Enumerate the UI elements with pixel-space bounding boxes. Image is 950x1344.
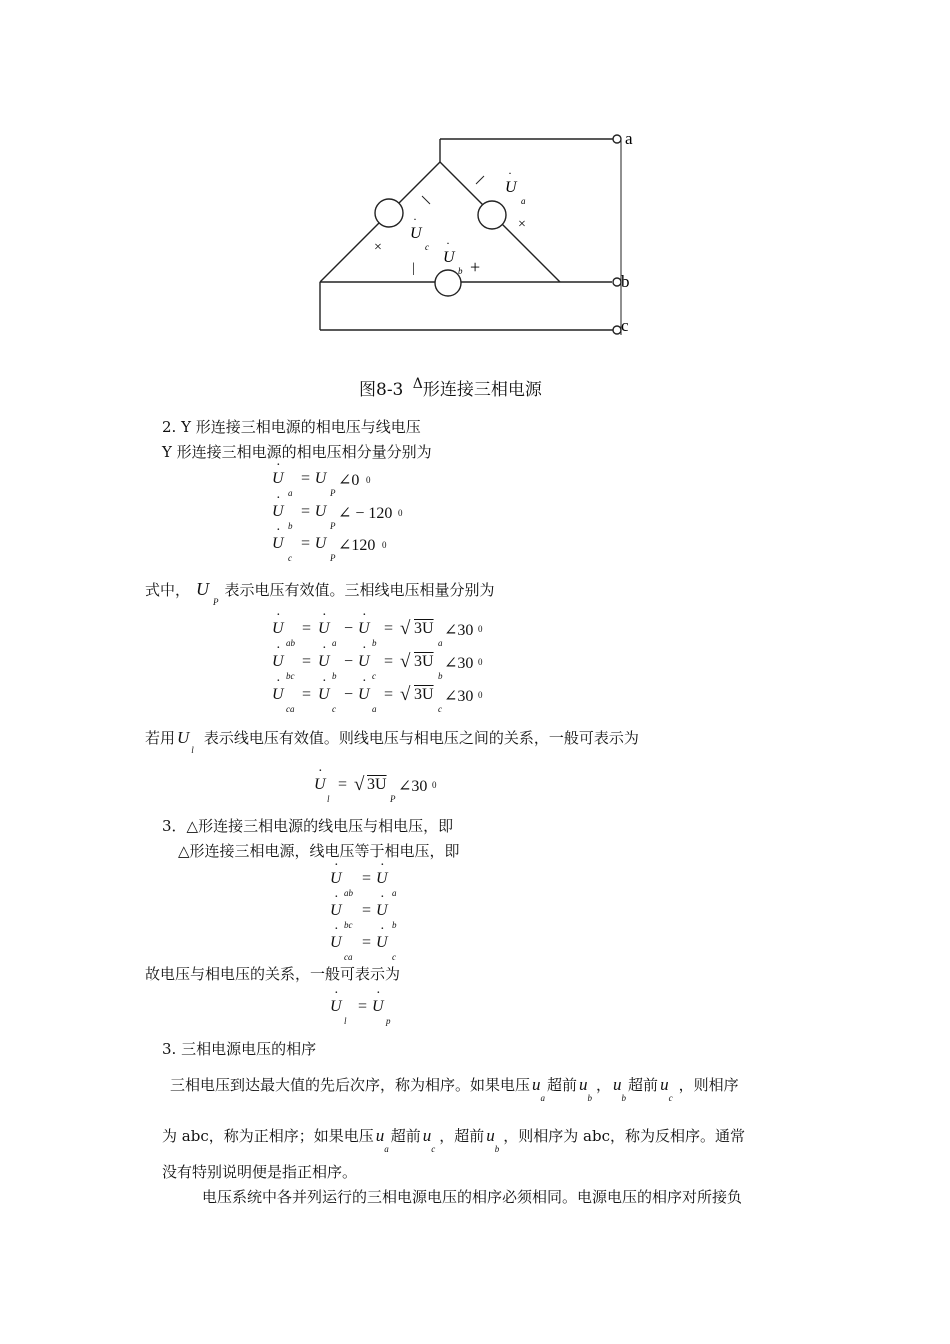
eq-ua-sub: a [288,488,293,498]
up-text-a: 式中， [145,581,191,599]
dq-ab-rdot: · [380,858,385,873]
terminal-b [613,278,621,286]
eq-uca-a: U [318,686,330,703]
eq-uc-sub: c [288,553,292,563]
section-y-heading: 2. Y 形连接三相电源的相电压与线电压 [162,418,421,436]
eq-uab-deg: 0 [478,624,483,634]
eq-uca-l: U [272,686,284,703]
p2-s3: b [494,1144,500,1154]
label-ub-dot: · [446,236,450,250]
line-equations [272,608,512,718]
eq-uab-b: U [358,620,370,637]
p2-s2: c [431,1144,436,1154]
dq-ab-ls: ab [344,888,353,898]
dq-ca-ls: ca [344,952,353,962]
minus-mark-c [422,196,430,204]
p2-s1: a [384,1144,389,1154]
dq-ab-rs: a [392,888,397,898]
eq-uca-sqrt: √ [400,684,411,705]
gy-ldot: · [318,764,323,779]
eq-uca-eq2: = [384,686,394,703]
eq-ub-rsub: P [330,521,336,531]
ul-text-b: 表示线电压有效值。则线电压与相电压之间的关系，一般可表示为 [203,729,639,747]
dq-bc-rdot: · [380,890,385,905]
eq-uab-ls: ab [286,638,295,648]
eq-uca-b: U [358,686,370,703]
eq-uab-eq1: = [302,620,312,637]
label-uc-dot: · [413,212,417,226]
eq-uc-lhs: U [272,535,284,552]
label-ub: U [443,249,455,266]
eq-ubc-as: b [332,671,337,681]
general-y-equation [314,764,464,804]
gy-ang: ∠30 [398,778,428,795]
eq-uab-cs: a [438,638,443,648]
dq-ab-r: U [376,870,388,887]
p2-text-b: 超前 [390,1127,421,1145]
dq-ca-l: U [330,934,342,951]
eq-uca-ldot: · [276,674,281,689]
eq-ua-deg: 0 [366,475,371,485]
gy-ls: l [327,794,330,804]
eq-ubc-a: U [318,653,330,670]
dq-ab-ldot: · [334,858,339,873]
eq-ua-angle: ∠0 [338,472,360,489]
eq-ubc-bs: c [372,671,376,681]
plus-mark-b: + [470,257,481,277]
label-ub-sub: b [458,266,463,276]
cross-mark-c: × [374,240,382,255]
p2-u1: u [375,1126,385,1145]
ul-explanation [145,729,639,755]
terminal-c [613,326,621,334]
eq-ub-angle: ∠ − 120 [338,505,393,522]
seq-paragraph-line1 [170,1076,739,1106]
eq-ub-rhs: = U [300,503,327,520]
p1-u1: u [532,1075,541,1094]
dq-bc-ls: bc [344,920,353,930]
label-ua-dot: · [508,166,512,180]
eq-uab-l: U [272,620,284,637]
eq-ubc-b: U [358,653,370,670]
p1-text-b: 超前 [547,1076,578,1094]
eq-uca-bs: a [372,704,377,714]
p1-s4: c [668,1093,673,1103]
eq-uab-minus: − [344,620,354,637]
gd-l: U [330,998,342,1015]
p1-u2: u [579,1075,588,1094]
p2-text-a: 为 abc，称为正相序；如果电压 [162,1127,374,1145]
eq-ubc-sqrt: √ [400,651,411,672]
figure-caption [359,375,542,400]
eq-ubc-c: 3U [414,653,434,670]
gy-eq: = [338,776,348,793]
terminal-a [613,135,621,143]
ul-text-a: 若用 [145,729,176,747]
cross-mark-a: × [518,217,526,232]
gd-rs: p [386,1016,391,1026]
label-b: b [621,272,630,291]
label-ua: U [505,179,517,196]
label-ua-sub: a [521,196,526,206]
eq-ua-rsub: P [330,488,336,498]
eq-uab-as: a [332,638,337,648]
eq-ub-dot: · [276,491,281,506]
eq-ubc-minus: − [344,653,354,670]
eq-ub-lhs: U [272,503,284,520]
eq-uab-ang: ∠30 [444,622,474,639]
eq-uc-dot: · [276,523,281,538]
p1-s2: b [587,1093,593,1103]
caption-text: 形连接三相电源 [422,380,542,400]
dq-ca-r: U [376,934,388,951]
p1-u3: u [613,1075,622,1094]
gy-rs: P [390,794,396,804]
gy-deg: 0 [432,780,437,790]
eq-uc-angle: ∠120 [338,537,376,554]
seq-paragraph-line4: 电压系统中各并列运行的三相电源电压的相序必须相同。电源电压的相序对所接负 [202,1188,743,1206]
dq-bc-ldot: · [334,890,339,905]
up-text-b: 表示电压有效值。三相线电压相量分别为 [224,581,495,599]
section-delta-heading: 3．△形连接三相电源的线电压与相电压，即 [162,817,454,835]
eq-uca-deg: 0 [478,690,483,700]
section-delta-intro: △形连接三相电源，线电压等于相电压，即 [178,842,460,860]
eq-uab-sqrt: √ [400,618,411,639]
gd-ls: l [344,1016,347,1026]
p2-text-d: ，则相序为 abc，称为反相序。通常 [503,1127,745,1145]
eq-uca-bdot: · [362,674,367,689]
eq-uca-minus: − [344,686,354,703]
gd-eq: = [358,998,368,1015]
dq-ca-ldot: · [334,922,339,937]
up-symbol: U [196,579,210,599]
gd-rdot: · [376,986,381,1001]
gd-r: U [372,998,384,1015]
gy-r: 3U [367,776,387,793]
delta-equations [330,858,430,964]
minus-mark-b: | [412,261,415,276]
p1-s3: b [621,1093,627,1103]
p2-u2: u [422,1126,432,1145]
eq-ubc-deg: 0 [478,657,483,667]
delta-relation-text: 故电压与相电压的关系，一般可表示为 [145,965,401,983]
source-c-circle [375,199,403,227]
p1-text-a: 三相电压到达最大值的先后次序，称为相序。如果电压 [170,1076,531,1094]
eq-uca-cs: c [438,704,442,714]
p1-text-c: ， [596,1076,612,1094]
dq-ca-rs: c [392,952,396,962]
minus-mark-a [476,176,484,184]
label-a: a [625,129,633,148]
eq-uc-rhs: = U [300,535,327,552]
eq-ubc-adot: · [322,641,327,656]
p2-u3: u [486,1126,495,1145]
eq-uab-a: U [318,620,330,637]
eq-ub-sub: b [288,521,293,531]
eq-ubc-eq2: = [384,653,394,670]
dq-bc-rs: b [392,920,397,930]
up-sub: P [213,597,219,607]
p1-text-e: ，则相序 [678,1076,739,1094]
eq-uab-bdot: · [362,608,367,623]
eq-ub-deg: 0 [398,508,403,518]
phase-equations [272,458,472,563]
eq-ubc-cs: b [438,671,443,681]
eq-uca-ang: ∠30 [444,688,474,705]
eq-uca-adot: · [322,674,327,689]
seq-paragraph-line2 [162,1127,745,1157]
dq-bc-r: U [376,902,388,919]
section-y-intro: Y 形连接三相电源的相电压相分量分别为 [162,443,432,461]
eq-ubc-ang: ∠30 [444,655,474,672]
eq-ua-rhs: = U [300,470,327,487]
p1-text-d: 超前 [628,1076,659,1094]
eq-ua-lhs: U [272,470,284,487]
eq-ubc-ls: bc [286,671,295,681]
gy-l: U [314,776,326,793]
ul-symbol: U [177,728,190,747]
gd-ldot: · [334,986,339,1001]
label-uc-sub: c [425,242,429,252]
p1-u4: u [660,1075,669,1094]
general-delta-equation [330,986,430,1028]
ul-sub: l [191,745,194,755]
p1-s1: a [540,1093,546,1103]
dq-bc-l: U [330,902,342,919]
eq-uca-ls: ca [286,704,295,714]
eq-uab-bs: b [372,638,377,648]
delta-source-diagram [300,120,660,350]
eq-ua-dot: · [276,458,281,473]
eq-uca-c: 3U [414,686,434,703]
eq-uca-as: c [332,704,336,714]
eq-ubc-ldot: · [276,641,281,656]
seq-paragraph-line3: 没有特别说明便是指正相序。 [162,1163,358,1181]
up-explanation [145,580,495,606]
label-uc: U [410,225,422,242]
caption-prefix: 图8-3 [359,380,404,400]
p2-text-c: ，超前 [439,1127,485,1145]
eq-ubc-eq1: = [302,653,312,670]
eq-uab-ldot: · [276,608,281,623]
eq-uca-eq1: = [302,686,312,703]
eq-uab-c: 3U [414,620,434,637]
source-a-circle [478,201,506,229]
eq-ubc-bdot: · [362,641,367,656]
eq-uab-eq2: = [384,620,394,637]
dq-ab-eq: = [362,870,372,887]
section-seq-heading: 3. 三相电源电压的相序 [162,1040,317,1058]
dq-ab-l: U [330,870,342,887]
dq-ca-rdot: · [380,922,385,937]
dq-bc-eq: = [362,902,372,919]
eq-uc-rsub: P [330,553,336,563]
dq-ca-eq: = [362,934,372,951]
eq-ubc-l: U [272,653,284,670]
gy-sqrt: √ [354,774,365,795]
caption-delta-symbol: Δ [412,376,423,392]
eq-uc-deg: 0 [382,540,387,550]
eq-uab-adot: · [322,608,327,623]
label-c: c [621,316,629,335]
